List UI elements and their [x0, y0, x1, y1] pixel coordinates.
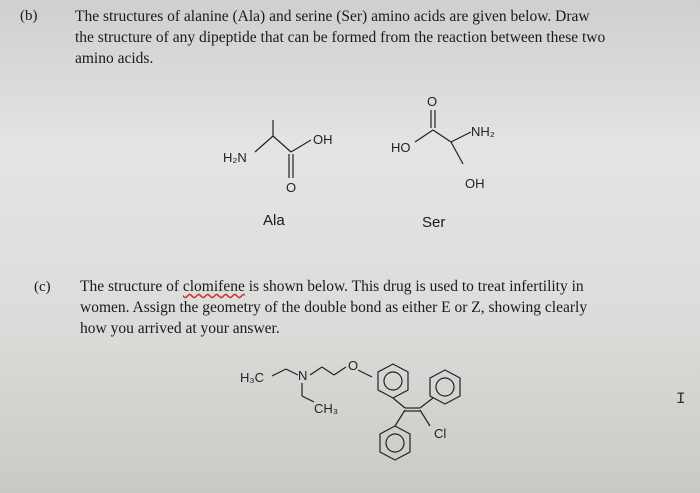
- ring-1: [384, 372, 402, 390]
- ala-oh-label: OH: [313, 132, 333, 147]
- serine-structure: [385, 92, 525, 202]
- text-cursor-icon: I: [676, 390, 686, 408]
- ser-o-label: O: [427, 94, 438, 109]
- part-c-label: (c): [34, 279, 51, 295]
- part-b-line-1: The structures of alanine (Ala) and serine (Ser) amino acids are given below. Draw: [75, 8, 590, 25]
- ala-h2n-label: H₂N: [223, 150, 247, 165]
- part-c-question: [80, 276, 690, 339]
- clomifene-o-label: O: [348, 358, 359, 373]
- clomifene-h3c-label: H₃C: [240, 370, 265, 385]
- clomifene-cl-label: Cl: [434, 426, 447, 441]
- part-b-line-3: amino acids.: [75, 50, 154, 67]
- clomifene-word: clomifene: [182, 278, 245, 295]
- ala-o-label: O: [286, 180, 297, 195]
- clomifene-n-label: N: [298, 368, 308, 383]
- clomifene-ch3-label: CH₃: [314, 401, 339, 416]
- ser-ho-label: HO: [391, 140, 411, 155]
- part-c-line-1: [80, 276, 690, 297]
- part-c-line-2: women. Assign the geometry of the double bond as either E or Z, showing clearly: [80, 299, 588, 316]
- part-b-question: [75, 6, 695, 69]
- alanine-structure: [215, 100, 345, 200]
- ala-name: Ala: [263, 212, 285, 229]
- part-c-line-1-pre: The structure of: [80, 278, 183, 295]
- ring-2: [436, 378, 454, 396]
- ring-3: [386, 434, 404, 452]
- part-c-line-1-post: is shown below. This drug is used to treat infertility in: [244, 278, 584, 295]
- part-b-label: (b): [20, 8, 38, 24]
- clomifene-structure: [230, 350, 510, 490]
- part-b-line-2: the structure of any dipeptide that can be formed from the reaction between these two: [75, 29, 606, 46]
- ser-name: Ser: [422, 214, 446, 231]
- ser-nh2-label: NH₂: [471, 124, 495, 139]
- ser-oh-label: OH: [465, 176, 485, 191]
- part-c-line-3: how you arrived at your answer.: [80, 320, 280, 337]
